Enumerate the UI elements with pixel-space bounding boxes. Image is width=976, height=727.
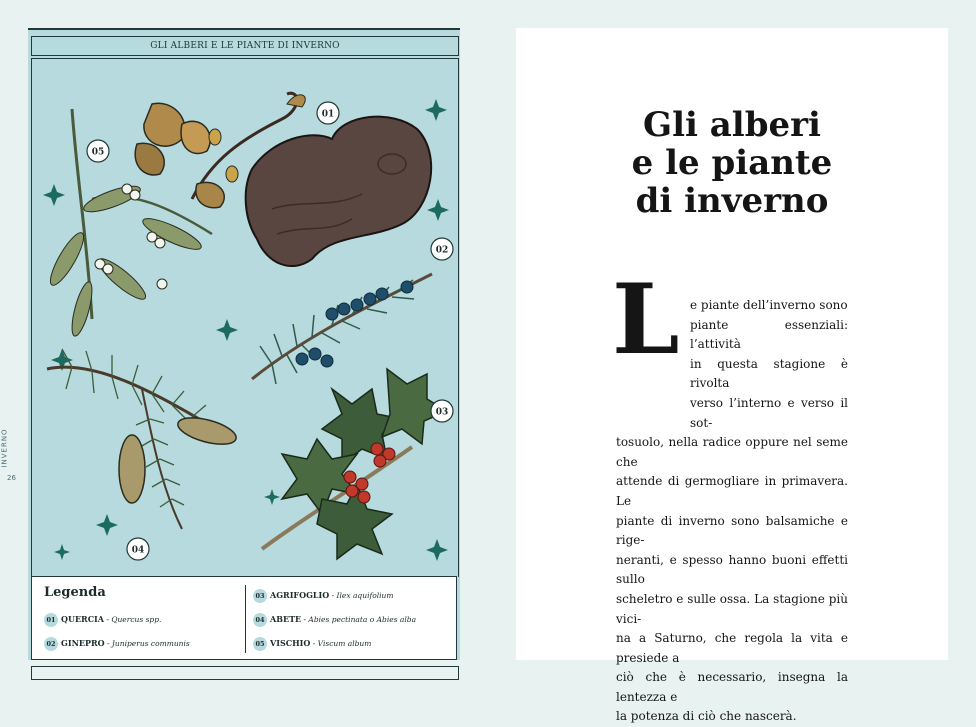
legend-item-sci: - Abies pectinata o Abies alba [301,615,417,624]
marker-04 [127,538,149,560]
legend-item-sci: - Quercus spp. [104,615,162,624]
holly-branch [262,369,447,559]
legend-item-quercia [44,613,161,627]
marker-02 [431,238,453,260]
body-paragraph [616,296,848,727]
legend-item-name: AGRIFOGLIO [270,590,330,600]
legend-badge: 03 [253,589,267,603]
bottom-frame-bar [31,666,459,680]
marker-05 [87,140,109,162]
svg-text:01: 01 [321,109,335,120]
body-line: piante essenziali: l’attività [690,317,848,352]
page-title [516,106,948,220]
legend-item-vischio [253,637,371,651]
title-line: di inverno [635,181,829,221]
botanical-illustration [31,58,459,577]
title-line: Gli alberi [643,105,821,145]
page-number: 26 [7,474,16,482]
plate-title: GLI ALBERI E LE PIANTE DI INVERNO [31,36,459,56]
body-line: la potenza di ciò che nascerà. [616,709,797,724]
drop-cap: L [612,263,680,376]
legend-title: Legenda [44,585,106,600]
illustration-plate [28,28,460,660]
legend-badge: 05 [253,637,267,651]
legend-box [31,576,457,660]
juniper-branch [252,274,432,384]
legend-badge: 04 [253,613,267,627]
body-line: verso l’interno e verso il sot- [690,395,848,430]
fir-branch [47,349,239,529]
svg-text:04: 04 [131,545,145,556]
botanical-illustration-image [32,59,458,577]
body-line: na a Saturno, che regola la vita e presiede a [616,631,848,665]
section-label: INVERNO [0,428,9,468]
section-tab [0,420,23,490]
body-line: scheletro e sulle ossa. La stagione più vici- [616,591,848,626]
svg-text:03: 03 [435,407,449,418]
legend-item-name: ABETE [270,614,302,624]
body-line: piante di inverno sono balsamiche e rige- [616,513,848,548]
body-line: ciò che è necessario, insegna la lentezza e [616,670,848,704]
body-line: tosuolo, nella radice oppure nel seme che [616,435,848,469]
legend-item-name: GINEPRO [61,638,105,648]
legend-item-agrifoglio [253,589,394,603]
title-line: e le piante [631,143,833,183]
body-line: attende di germogliare in primavera. Le [616,474,848,508]
marker-03 [431,400,453,422]
svg-text:02: 02 [435,245,449,256]
legend-item-name: QUERCIA [61,614,105,624]
marker-01 [317,102,339,124]
body-line: neranti, e spesso hanno buoni effetti sullo [616,552,848,587]
left-page [0,0,488,689]
right-page [516,28,948,724]
legend-badge: 02 [44,637,58,651]
oak-log [246,117,431,266]
legend-badge: 01 [44,613,58,627]
legend-item-sci: - Juniperus communis [104,639,190,648]
legend-item-ginepro [44,637,190,651]
legend-item-sci: - Ilex aquifolium [329,591,394,600]
legend-divider [245,585,246,653]
legend-item-name: VISCHIO [270,638,311,648]
legend-item-sci: - Viscum album [310,639,372,648]
legend-item-abete [253,613,416,627]
top-rule [28,28,460,30]
svg-text:05: 05 [91,147,105,158]
body-line: e piante dell’inverno sono [690,298,848,312]
body-line: in questa stagione è rivolta [690,356,848,391]
